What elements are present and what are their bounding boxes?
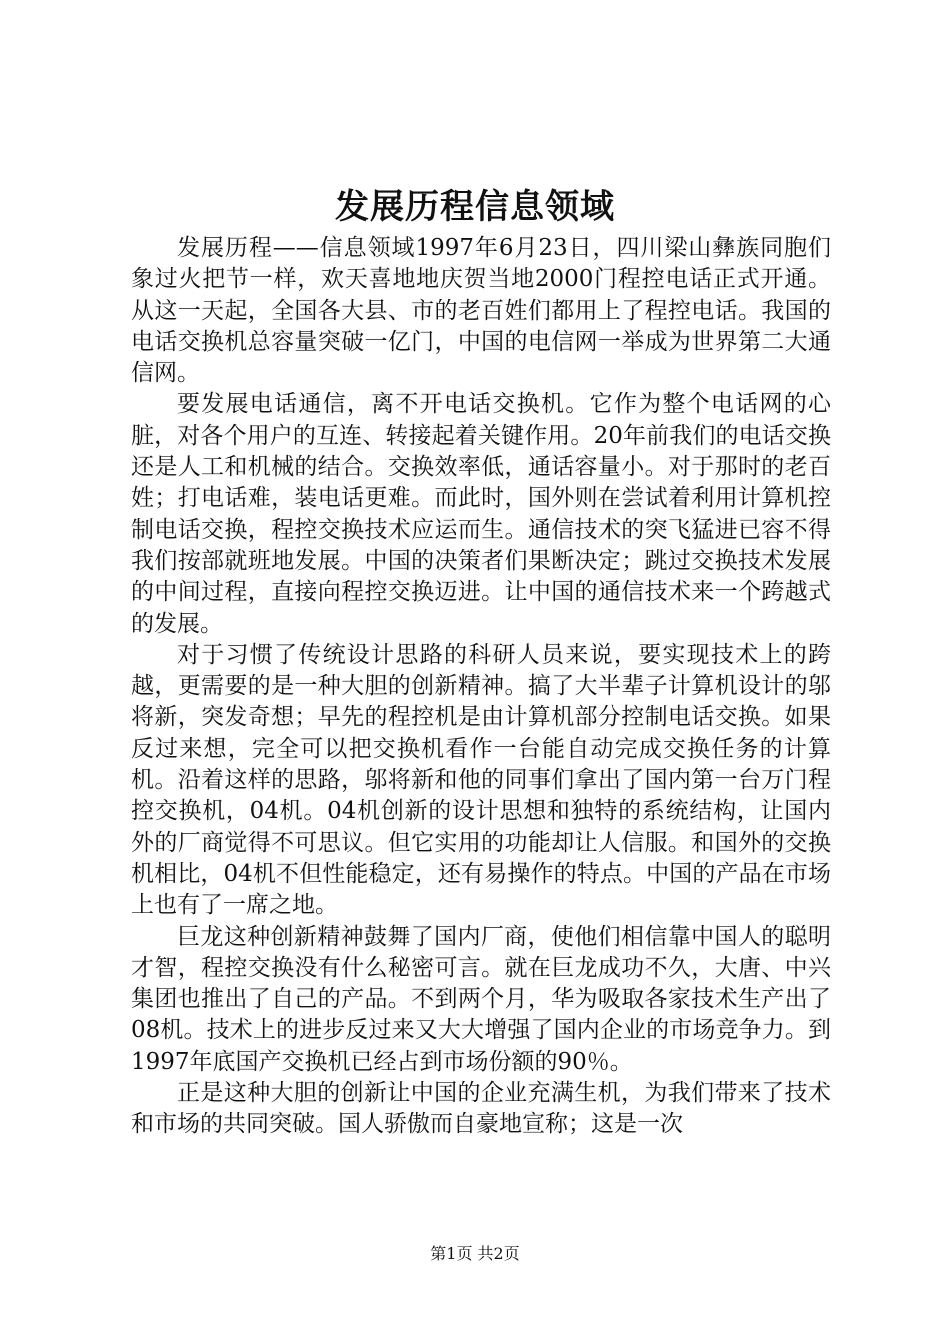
paragraph-2: 要发展电话通信，离不开电话交换机。它作为整个电话网的心脏，对各个用户的互连、转接起着关键作用。20年前我们的电话交换还是人工和机械的结合。交换效率低，通话容量小。对于那时的老百姓；打电话难，装电话更难。而此时，国外则在尝试着利用计算机控制电话交换，程控交换技术应运而生。通信技术的突飞猛进已容不得我们按部就班地发展。中国的决策者们果断决定；跳过交换技术发展的中间过程，直接向程控交换迈进。让中国的通信技术来一个跨越式的发展。 [131, 391, 831, 637]
paragraph-1: 发展历程——信息领域1997年6月23日，四川梁山彝族同胞们象过火把节一样，欢天喜地地庆贺当地2000门程控电话正式开通。从这一天起，全国各大县、市的老百姓们都用上了程控电话。我国的电话交换机总容量突破一亿门，中国的电信网一举成为世界第二大通信网。 [131, 235, 831, 387]
paragraph-5: 正是这种大胆的创新让中国的企业充满生机，为我们带来了技术和市场的共同突破。国人骄傲而自豪地宣称；这是一次 [131, 1080, 831, 1138]
page-footer: 第1页 共2页 [430, 1244, 520, 1263]
paragraph-4: 巨龙这种创新精神鼓舞了国内厂商，使他们相信靠中国人的聪明才智，程控交换没有什么秘密可言。就在巨龙成功不久，大唐、中兴集团也推出了自己的产品。不到两个月，华为吸取各家技术生产出了08机。技术上的进步反过来又大大增强了国内企业的市场竞争力。到1997年底国产交换机已经占到市场份额的90％。 [131, 923, 831, 1075]
paragraph-3: 对于习惯了传统设计思路的科研人员来说，要实现技术上的跨越，更需要的是一种大胆的创新精神。搞了大半辈子计算机设计的邬将新，突发奇想；早先的程控机是由计算机部分控制电话交换。如果反过来想，完全可以把交换机看作一台能自动完成交换任务的计算机。沿着这样的思路，邬将新和他的同事们拿出了国内第一台万门程控交换机，04机。04机创新的设计思想和独特的系统结构，让国内外的厂商觉得不可思议。但它实用的功能却让人信服。和国外的交换机相比，04机不但性能稳定，还有易操作的特点。中国的产品在市场上也有了一席之地。 [131, 641, 831, 919]
document-body [131, 233, 831, 1141]
page-title: 发展历程信息领域 [335, 187, 615, 227]
